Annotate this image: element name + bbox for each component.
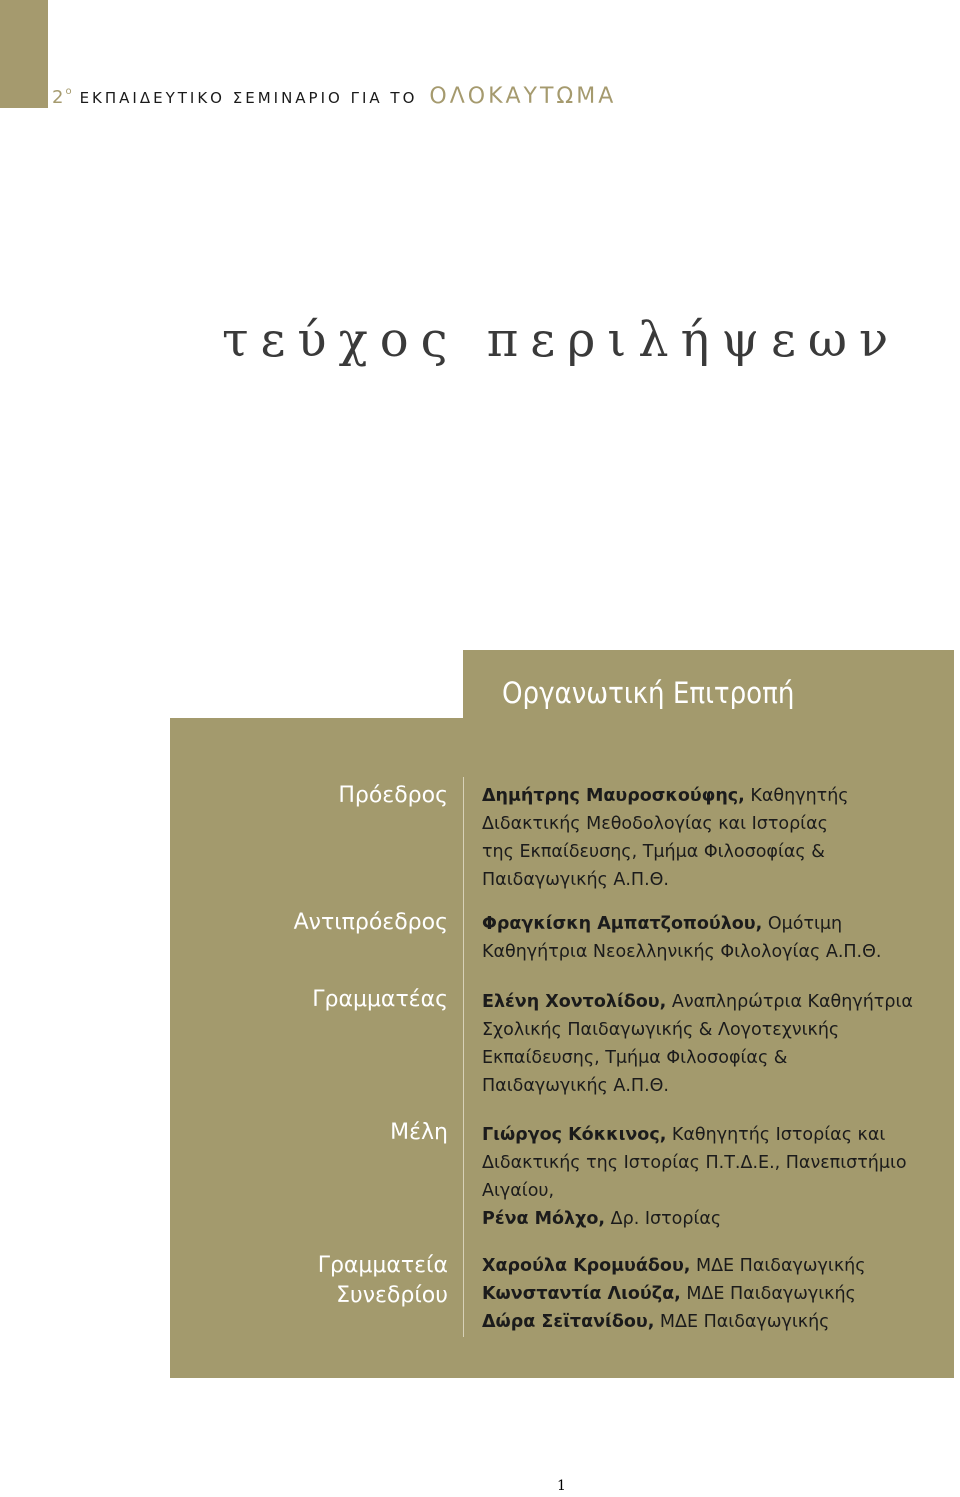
president-title: Καθηγητής bbox=[744, 786, 849, 806]
secretariat-p1-title: ΜΔΕ Παιδαγωγικής bbox=[690, 1256, 866, 1276]
committee-divider bbox=[463, 777, 464, 1337]
page-title: τεύχος περιλήψεων bbox=[222, 312, 901, 368]
header-number: 2 bbox=[52, 87, 66, 108]
member1-line3: Αιγαίου, bbox=[482, 1181, 555, 1201]
president-name: Δημήτρης Μαυροσκούφης, bbox=[482, 786, 745, 806]
member1-title: Καθηγητής Ιστορίας και bbox=[666, 1125, 886, 1145]
president-label: Πρόεδρος bbox=[338, 783, 448, 808]
secretariat-p2-name: Κωνσταντία Λιούζα, bbox=[482, 1284, 681, 1304]
header-superscript: ο bbox=[65, 86, 74, 97]
vice-president-line2: Καθηγήτρια Νεοελληνικής Φιλολογίας Α.Π.Θ. bbox=[482, 942, 882, 962]
member2-title: Δρ. Ιστορίας bbox=[605, 1209, 722, 1229]
header-gold-bar bbox=[0, 0, 48, 108]
president-line2: Διδακτικής Μεθοδολογίας και Ιστορίας bbox=[482, 814, 828, 834]
vice-president-name: Φραγκίσκη Αμπατζοπούλου, bbox=[482, 914, 763, 934]
header-text: ΕΚΠΑΙΔΕΥΤΙΚΟ ΣΕΜΙΝΑΡΙΟ ΓΙΑ ΤΟ bbox=[79, 89, 418, 107]
secretary-line2: Σχολικής Παιδαγωγικής & Λογοτεχνικής bbox=[482, 1020, 840, 1040]
secretariat-entry bbox=[482, 1252, 932, 1336]
secretary-name: Ελένη Χοντολίδου, bbox=[482, 992, 667, 1012]
secretariat-label-line2: Συνεδρίου bbox=[336, 1283, 448, 1308]
secretariat-p3-name: Δώρα Σεϊτανίδου, bbox=[482, 1312, 655, 1332]
vice-president-entry bbox=[482, 910, 932, 966]
committee-heading: Οργανωτική Επιτροπή bbox=[502, 676, 795, 710]
secretariat-p2-title: ΜΔΕ Παιδαγωγικής bbox=[680, 1284, 856, 1304]
vice-president-label: Αντιπρόεδρος bbox=[293, 910, 448, 935]
secretary-entry bbox=[482, 988, 932, 1100]
vice-president-title: Ομότιμη bbox=[762, 914, 843, 934]
secretary-title: Αναπληρώτρια Καθηγήτρια bbox=[666, 992, 913, 1012]
secretariat-label-line1: Γραμματεία bbox=[317, 1253, 448, 1278]
secretary-line3: Εκπαίδευσης, Τμήμα Φιλοσοφίας & bbox=[482, 1048, 788, 1068]
member1-line2: Διδακτικής της Ιστορίας Π.Τ.Δ.Ε., Πανεπιστήμιο bbox=[482, 1153, 907, 1173]
members-entry bbox=[482, 1121, 932, 1233]
president-entry bbox=[482, 782, 932, 894]
secretary-label: Γραμματέας bbox=[312, 987, 448, 1012]
president-line4: Παιδαγωγικής Α.Π.Θ. bbox=[482, 870, 669, 890]
secretariat-p1-name: Χαρούλα Κρομυάδου, bbox=[482, 1256, 691, 1276]
members-label: Μέλη bbox=[390, 1120, 448, 1145]
member1-name: Γιώργος Κόκκινος, bbox=[482, 1125, 667, 1145]
secretariat-label bbox=[248, 1251, 448, 1311]
member2-name: Ρένα Μόλχο, bbox=[482, 1209, 606, 1229]
header-line bbox=[52, 84, 616, 109]
president-line3: της Εκπαίδευσης, Τμήμα Φιλοσοφίας & bbox=[482, 842, 825, 862]
secretariat-p3-title: ΜΔΕ Παιδαγωγικής bbox=[654, 1312, 830, 1332]
header-accent: ΟΛΟΚΑΥΤΩΜΑ bbox=[429, 84, 617, 109]
secretary-line4: Παιδαγωγικής Α.Π.Θ. bbox=[482, 1076, 669, 1096]
page-number: 1 bbox=[557, 1478, 566, 1494]
